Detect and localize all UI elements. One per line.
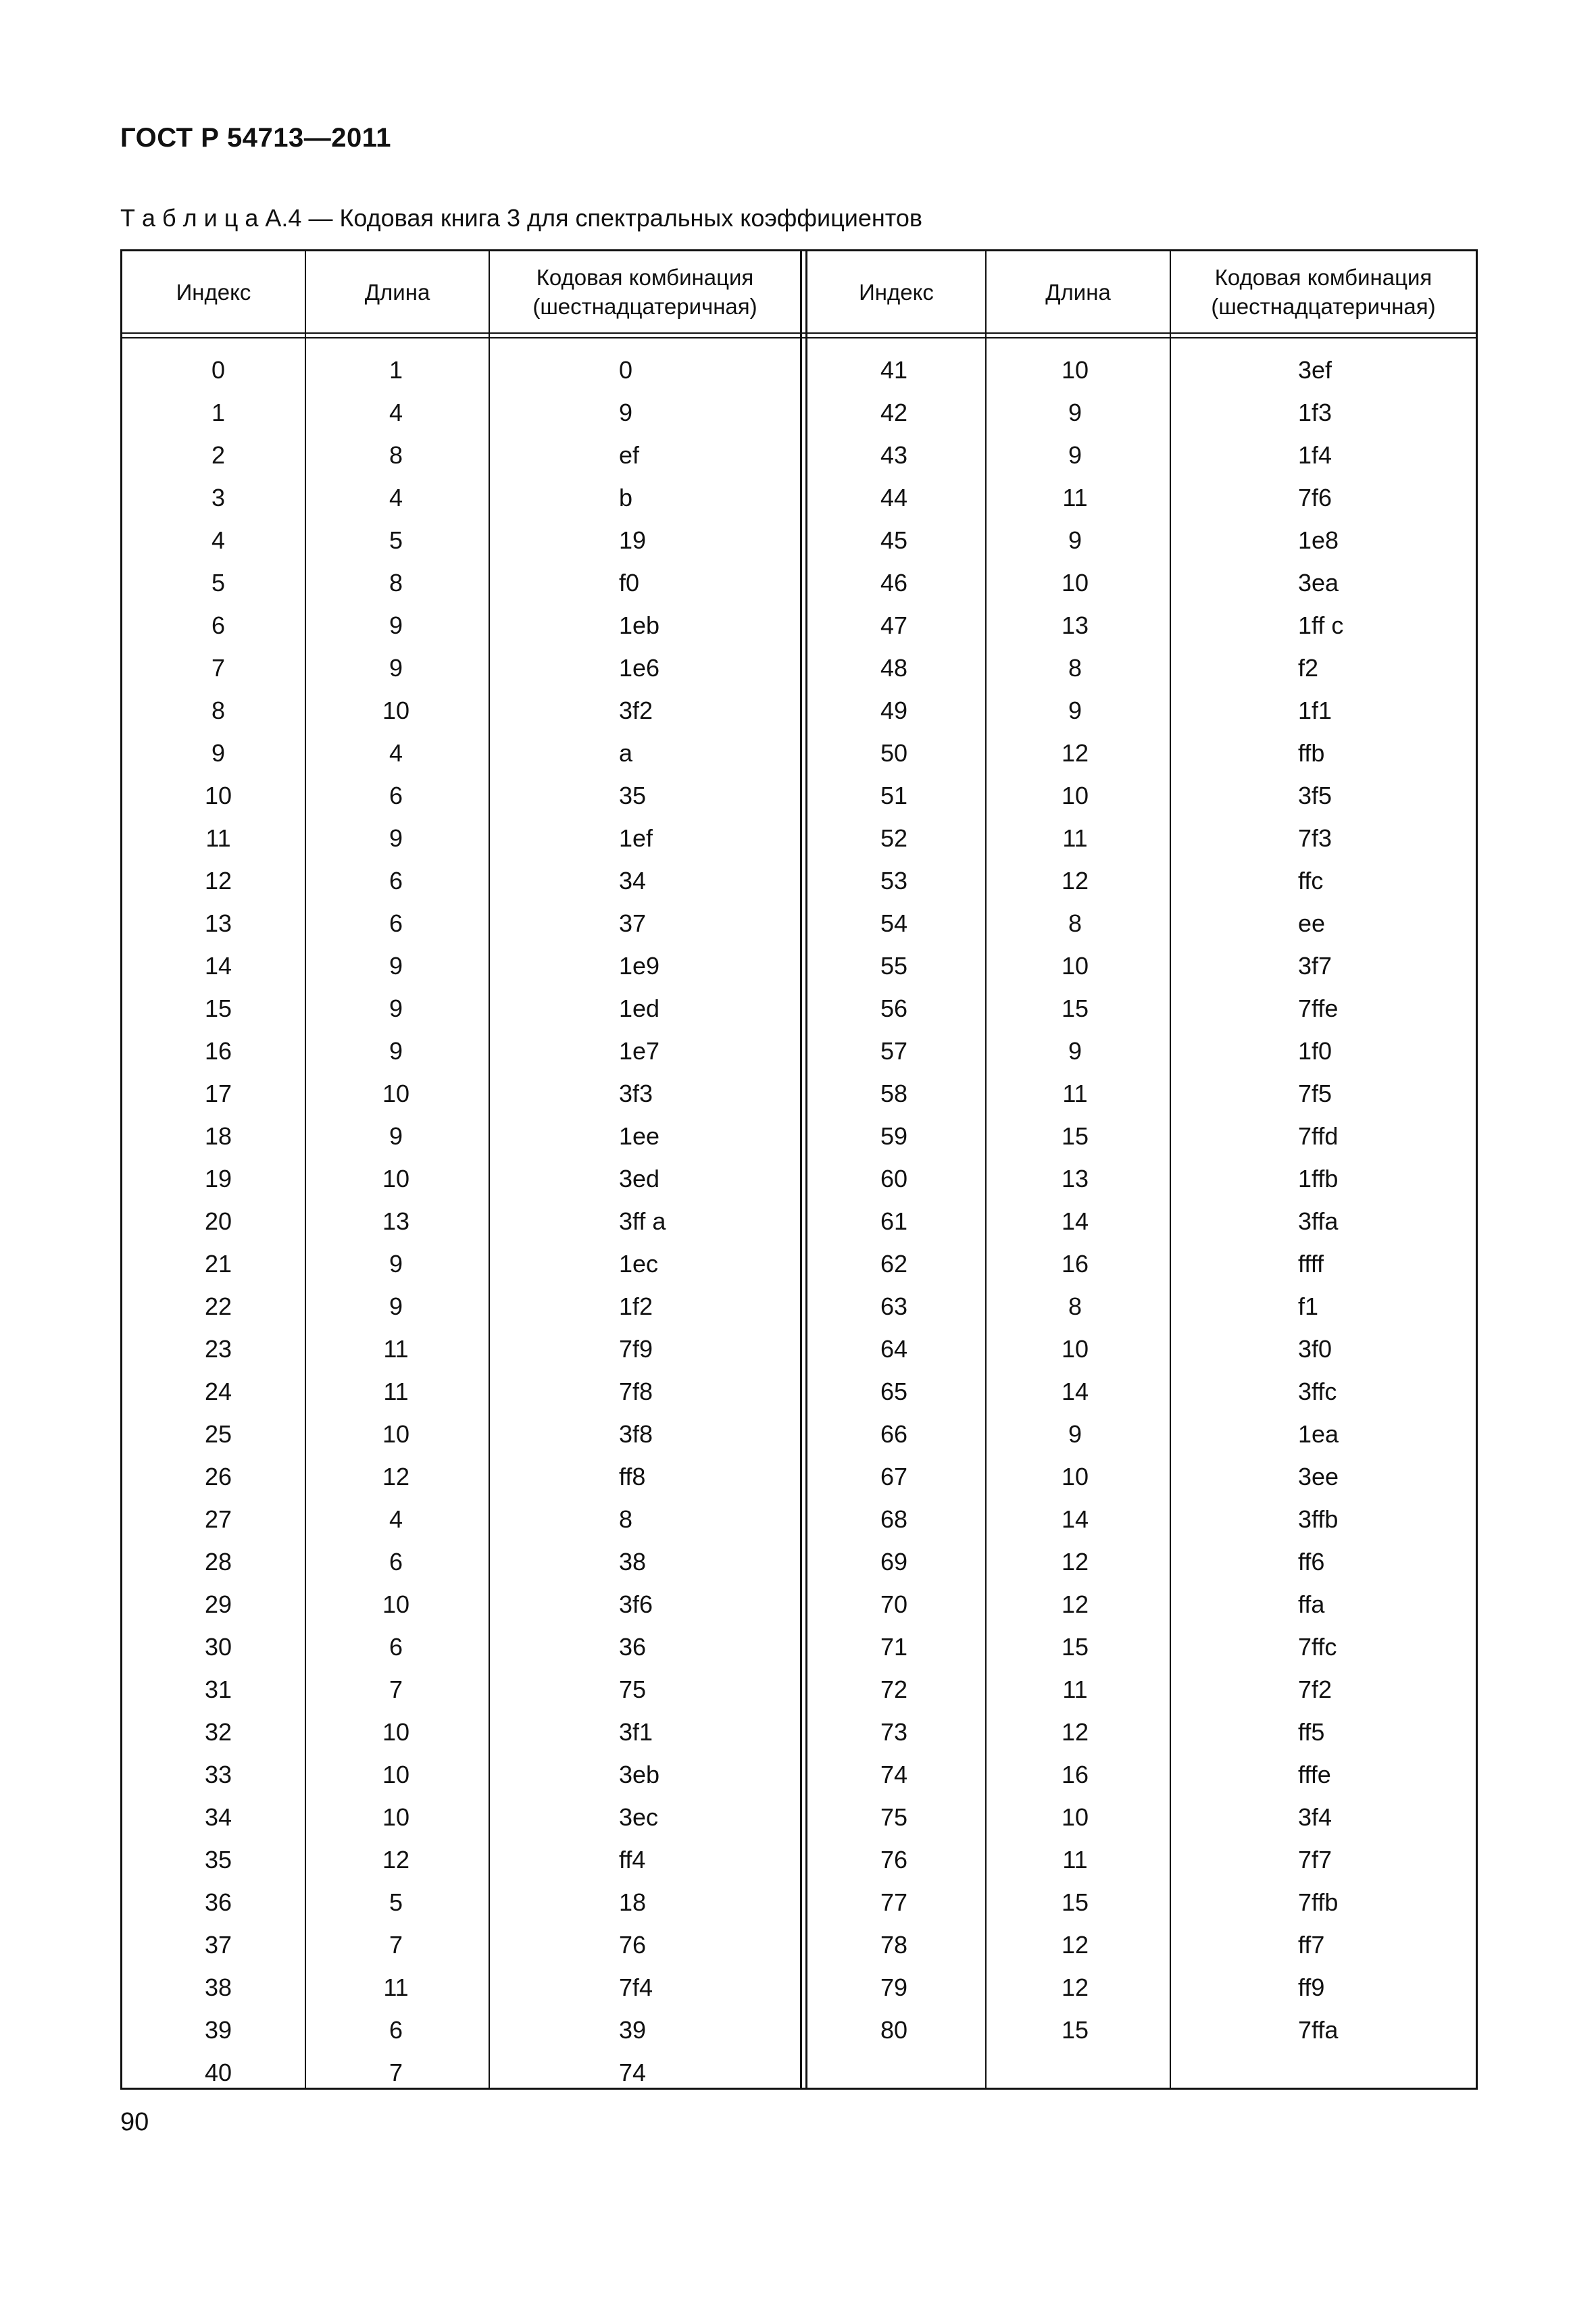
left-code-cell: b [619,484,633,511]
left-length-cell: 9 [389,1037,403,1065]
right-index-cell: 48 [880,654,908,682]
left-length-cell: 8 [389,569,403,597]
left-length-cell: 9 [389,1292,403,1320]
left-length-cell: 10 [382,1165,410,1192]
left-length-cell: 12 [382,1463,410,1490]
right-code-cell: 7ffd [1298,1122,1339,1150]
right-code-cell: 1ea [1298,1420,1339,1448]
left-index-cell: 36 [204,1888,232,1916]
right-index-cell: 58 [880,1080,908,1107]
right-index-cell: 55 [880,952,908,980]
left-code-cell: 19 [619,526,647,554]
left-index-cell: 30 [204,1633,232,1661]
right-index-cell: 51 [880,782,908,809]
right-index-cell: 64 [880,1335,908,1363]
right-index-cell: 60 [880,1165,908,1192]
left-code-cell: 75 [619,1676,647,1703]
left-index-cell: 12 [204,867,232,895]
left-code-cell: 39 [619,2016,647,2044]
right-index-cell: 62 [880,1250,908,1278]
right-length-cell: 15 [1061,1122,1089,1150]
right-index-cell: 72 [880,1676,908,1703]
left-code-cell: 74 [619,2059,647,2086]
left-length-cell: 9 [389,611,403,639]
right-index-cell: 61 [880,1207,908,1235]
right-code-cell: 3ea [1298,569,1339,597]
left-index-cell: 9 [211,739,226,767]
right-length-cell: 10 [1061,569,1089,597]
right-length-cell: 8 [1068,909,1082,937]
left-code-cell: 1e7 [619,1037,660,1065]
column-divider [985,251,987,2088]
right-length-cell: 12 [1061,1973,1089,2001]
right-length-cell: 12 [1061,1931,1089,1959]
right-code-cell: f2 [1298,654,1319,682]
left-length-cell: 10 [382,1803,410,1831]
left-index-cell: 29 [204,1590,232,1618]
left-code-cell: 34 [619,867,647,895]
right-code-cell: ffa [1298,1590,1325,1618]
left-code-cell: 1ef [619,824,653,852]
column-divider [489,251,490,2088]
right-code-cell: ff9 [1298,1973,1325,2001]
right-index-cell: 73 [880,1718,908,1746]
left-index-cell: 2 [211,441,226,469]
left-length-cell: 1 [389,356,403,384]
right-code-cell: ffff [1298,1250,1324,1278]
left-length-cell: 5 [389,1888,403,1916]
right-length-cell: 9 [1068,441,1082,469]
left-code-cell: 3eb [619,1761,660,1788]
right-index-cell: 50 [880,739,908,767]
left-index-cell: 20 [204,1207,232,1235]
left-index-cell: 10 [204,782,232,809]
right-index-cell: 70 [880,1590,908,1618]
right-length-cell: 13 [1061,1165,1089,1192]
right-code-cell: ff7 [1298,1931,1325,1959]
right-index-cell: 71 [880,1633,908,1661]
left-length-cell: 6 [389,1633,403,1661]
left-index-cell: 11 [205,824,231,852]
right-length-cell: 11 [1062,1080,1088,1107]
left-length-cell: 9 [389,995,403,1022]
column-header-length-right: Длина [1045,279,1111,305]
left-code-cell: 76 [619,1931,647,1959]
right-index-cell: 56 [880,995,908,1022]
left-length-cell: 9 [389,1122,403,1150]
page-number: 90 [120,2108,149,2136]
right-index-cell: 44 [880,484,908,511]
left-index-cell: 15 [204,995,232,1022]
left-index-cell: 1 [211,399,226,426]
double-divider-right [805,251,807,2088]
right-code-cell: 7f6 [1298,484,1332,511]
left-length-cell: 4 [389,399,403,426]
left-code-cell: a [619,739,633,767]
right-code-cell: 3f0 [1298,1335,1332,1363]
left-length-cell: 6 [389,1548,403,1576]
left-length-cell: 6 [389,2016,403,2044]
left-length-cell: 10 [382,1080,410,1107]
right-code-cell: 7ffc [1298,1633,1337,1661]
right-length-cell: 10 [1061,1803,1089,1831]
left-index-cell: 26 [204,1463,232,1490]
right-code-cell: ffc [1298,867,1324,895]
left-index-cell: 37 [204,1931,232,1959]
right-length-cell: 9 [1068,399,1082,426]
left-code-cell: 38 [619,1548,647,1576]
left-code-cell: 3f3 [619,1080,653,1107]
right-length-cell: 11 [1062,1846,1088,1873]
left-length-cell: 6 [389,909,403,937]
right-length-cell: 10 [1061,782,1089,809]
right-length-cell: 15 [1061,995,1089,1022]
left-code-cell: ff4 [619,1846,646,1873]
right-length-cell: 13 [1061,611,1089,639]
right-index-cell: 42 [880,399,908,426]
right-length-cell: 9 [1068,1037,1082,1065]
left-index-cell: 7 [211,654,226,682]
column-header-code-left: Кодовая комбинация (шестнадцатеричная) [532,265,757,319]
left-length-cell: 4 [389,739,403,767]
left-index-cell: 18 [204,1122,232,1150]
column-header-index-left: Индекс [176,279,251,305]
right-index-cell: 52 [880,824,908,852]
left-length-cell: 8 [389,441,403,469]
right-code-cell: 1e8 [1298,526,1339,554]
right-code-cell: 7f2 [1298,1676,1332,1703]
left-code-cell: 18 [619,1888,647,1916]
left-index-cell: 38 [204,1973,232,2001]
right-index-cell: 74 [880,1761,908,1788]
left-index-cell: 16 [204,1037,232,1065]
left-length-cell: 7 [389,1931,403,1959]
right-index-cell: 53 [880,867,908,895]
left-index-cell: 27 [204,1505,232,1533]
left-index-cell: 4 [211,526,226,554]
right-length-cell: 9 [1068,1420,1082,1448]
left-length-cell: 11 [383,1335,409,1363]
right-index-cell: 43 [880,441,908,469]
left-index-cell: 40 [204,2059,232,2086]
right-code-cell: 3ffb [1298,1505,1339,1533]
right-length-cell: 12 [1061,1548,1089,1576]
right-index-cell: 77 [880,1888,908,1916]
left-length-cell: 7 [389,2059,403,2086]
column-header-code-right: Кодовая комбинация (шестнадцатеричная) [1211,265,1436,319]
right-length-cell: 12 [1061,739,1089,767]
right-code-cell: 3ffc [1298,1378,1337,1405]
left-length-cell: 9 [389,824,403,852]
column-divider [1170,251,1171,2088]
right-length-cell: 9 [1068,526,1082,554]
right-code-cell: 7f5 [1298,1080,1332,1107]
left-length-cell: 9 [389,1250,403,1278]
right-index-cell: 54 [880,909,908,937]
right-index-cell: 46 [880,569,908,597]
codebook-table [120,249,1478,2090]
left-index-cell: 14 [204,952,232,980]
column-divider [305,251,306,2088]
left-code-cell: 35 [619,782,647,809]
left-length-cell: 4 [389,484,403,511]
left-length-cell: 11 [383,1378,409,1405]
left-code-cell: 1e6 [619,654,660,682]
right-code-cell: 1f0 [1298,1037,1332,1065]
left-index-cell: 34 [204,1803,232,1831]
column-header-length-left: Длина [364,279,430,305]
left-index-cell: 13 [204,909,232,937]
right-code-cell: ff6 [1298,1548,1325,1576]
right-code-cell: 3f4 [1298,1803,1332,1831]
left-code-cell: 1ed [619,995,660,1022]
right-index-cell: 41 [880,356,908,384]
right-index-cell: 57 [880,1037,908,1065]
right-index-cell: 45 [880,526,908,554]
left-code-cell: 3f2 [619,697,653,724]
right-code-cell: f1 [1298,1292,1319,1320]
left-index-cell: 31 [204,1676,232,1703]
right-index-cell: 69 [880,1548,908,1576]
right-code-cell: ff5 [1298,1718,1325,1746]
right-index-cell: 49 [880,697,908,724]
right-code-cell: 1ff c [1298,611,1344,639]
left-length-cell: 4 [389,1505,403,1533]
right-length-cell: 12 [1061,1718,1089,1746]
document-header: ГОСТ Р 54713—2011 [120,123,391,153]
left-code-cell: 37 [619,909,647,937]
left-code-cell: ef [619,441,640,469]
left-length-cell: 6 [389,782,403,809]
right-length-cell: 11 [1062,1676,1088,1703]
left-length-cell: 9 [389,952,403,980]
left-length-cell: 9 [389,654,403,682]
right-length-cell: 16 [1061,1250,1089,1278]
right-code-cell: 3ffa [1298,1207,1339,1235]
right-length-cell: 10 [1061,952,1089,980]
left-code-cell: 36 [619,1633,647,1661]
left-index-cell: 35 [204,1846,232,1873]
column-header-index-right: Индекс [859,279,934,305]
right-length-cell: 12 [1061,1590,1089,1618]
left-code-cell: f0 [619,569,640,597]
left-code-cell: 3f1 [619,1718,653,1746]
left-code-cell: 1ec [619,1250,659,1278]
right-length-cell: 10 [1061,1335,1089,1363]
right-index-cell: 63 [880,1292,908,1320]
left-length-cell: 5 [389,526,403,554]
left-code-cell: 7f4 [619,1973,653,2001]
right-code-cell: 1f1 [1298,697,1332,724]
left-code-cell: 1f2 [619,1292,653,1320]
left-code-cell: 1ee [619,1122,660,1150]
left-code-cell: 1eb [619,611,660,639]
right-code-cell: 3f7 [1298,952,1332,980]
right-length-cell: 14 [1061,1207,1089,1235]
left-index-cell: 21 [204,1250,232,1278]
right-code-cell: 1f3 [1298,399,1332,426]
left-length-cell: 10 [382,1420,410,1448]
right-code-cell: 7ffb [1298,1888,1339,1916]
left-index-cell: 0 [211,356,226,384]
right-length-cell: 11 [1062,824,1088,852]
right-length-cell: 15 [1061,2016,1089,2044]
left-code-cell: 7f8 [619,1378,653,1405]
right-index-cell: 76 [880,1846,908,1873]
left-index-cell: 8 [211,697,226,724]
left-length-cell: 12 [382,1846,410,1873]
right-index-cell: 66 [880,1420,908,1448]
right-length-cell: 12 [1061,867,1089,895]
left-code-cell: 3ed [619,1165,660,1192]
left-code-cell: 3ec [619,1803,659,1831]
right-index-cell: 75 [880,1803,908,1831]
right-length-cell: 10 [1061,1463,1089,1490]
right-length-cell: 15 [1061,1888,1089,1916]
left-length-cell: 10 [382,1590,410,1618]
left-code-cell: 7f9 [619,1335,653,1363]
left-length-cell: 10 [382,1718,410,1746]
right-code-cell: ffb [1298,739,1325,767]
left-length-cell: 6 [389,867,403,895]
left-length-cell: 11 [383,1973,409,2001]
left-index-cell: 3 [211,484,226,511]
left-index-cell: 5 [211,569,226,597]
right-code-cell: 7ffa [1298,2016,1339,2044]
right-length-cell: 14 [1061,1378,1089,1405]
left-code-cell: 3f8 [619,1420,653,1448]
right-length-cell: 11 [1062,484,1088,511]
left-index-cell: 19 [204,1165,232,1192]
right-code-cell: 7f3 [1298,824,1332,852]
left-index-cell: 23 [204,1335,232,1363]
left-index-cell: 39 [204,2016,232,2044]
right-index-cell: 79 [880,1973,908,2001]
header-rule-top [122,332,1476,334]
right-code-cell: 3ef [1298,356,1332,384]
left-code-cell: 0 [619,356,633,384]
header-rule-bottom [122,337,1476,338]
left-index-cell: 33 [204,1761,232,1788]
left-length-cell: 10 [382,697,410,724]
left-length-cell: 13 [382,1207,410,1235]
left-code-cell: ff8 [619,1463,646,1490]
right-length-cell: 14 [1061,1505,1089,1533]
left-code-cell: 9 [619,399,633,426]
left-code-cell: 1e9 [619,952,660,980]
right-code-cell: 3f5 [1298,782,1332,809]
right-code-cell: ee [1298,909,1326,937]
right-index-cell: 65 [880,1378,908,1405]
left-length-cell: 10 [382,1761,410,1788]
right-code-cell: 1f4 [1298,441,1332,469]
double-divider-left [800,251,802,2088]
right-index-cell: 59 [880,1122,908,1150]
left-index-cell: 25 [204,1420,232,1448]
left-index-cell: 22 [204,1292,232,1320]
right-index-cell: 80 [880,2016,908,2044]
right-code-cell: 1ffb [1298,1165,1339,1192]
left-index-cell: 6 [211,611,226,639]
left-code-cell: 8 [619,1505,633,1533]
left-length-cell: 7 [389,1676,403,1703]
right-length-cell: 15 [1061,1633,1089,1661]
right-code-cell: fffe [1298,1761,1331,1788]
right-code-cell: 3ee [1298,1463,1339,1490]
left-index-cell: 24 [204,1378,232,1405]
right-length-cell: 8 [1068,654,1082,682]
right-length-cell: 8 [1068,1292,1082,1320]
right-length-cell: 9 [1068,697,1082,724]
right-length-cell: 10 [1061,356,1089,384]
right-index-cell: 47 [880,611,908,639]
right-code-cell: 7f7 [1298,1846,1332,1873]
right-index-cell: 67 [880,1463,908,1490]
left-index-cell: 28 [204,1548,232,1576]
right-length-cell: 16 [1061,1761,1089,1788]
left-code-cell: 3ff a [619,1207,666,1235]
left-index-cell: 17 [204,1080,232,1107]
left-code-cell: 3f6 [619,1590,653,1618]
right-index-cell: 78 [880,1931,908,1959]
left-index-cell: 32 [204,1718,232,1746]
right-code-cell: 7ffe [1298,995,1339,1022]
right-index-cell: 68 [880,1505,908,1533]
table-caption: Т а б л и ц а А.4 — Кодовая книга 3 для спектральных коэффициентов [120,204,923,232]
